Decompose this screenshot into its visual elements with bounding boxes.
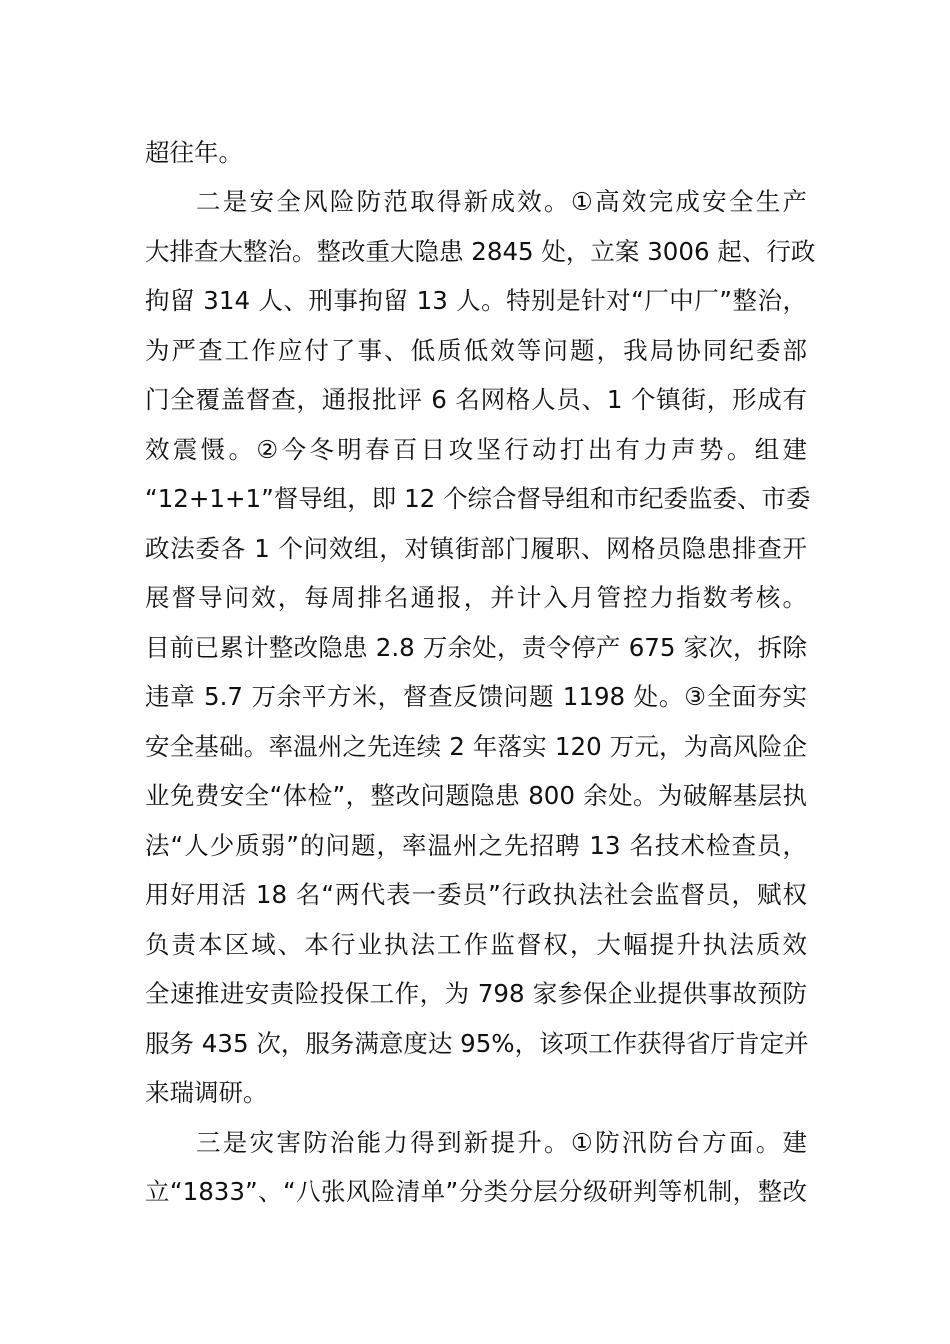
text-line: 法“人少质弱”的问题，率温州之先招聘 13 名技术检查员，: [145, 831, 807, 860]
text-line: 为严查工作应付了事、低质低效等问题，我局协同纪委部: [145, 336, 807, 365]
paragraph-last-line: 来瑞调研。: [145, 1078, 268, 1107]
text-line: 全速推进安责险投保工作，为 798 家参保企业提供事故预防: [145, 979, 807, 1008]
text-line: 拘留 314 人、刑事拘留 13 人。特别是针对“厂中厂”整治，: [145, 286, 807, 315]
paragraph-first-line: 二是安全风险防范取得新成效。①高效完成安全生产: [196, 187, 807, 216]
text-line: 立“1833”、“八张风险清单”分类分层分级研判等机制，整改: [145, 1177, 807, 1206]
text-line: 负责本区域、本行业执法工作监督权，大幅提升执法质效: [145, 930, 807, 959]
text-line: 业免费安全“体检”，整改问题隐患 800 余处。为破解基层执: [145, 781, 807, 810]
text-line: 门全覆盖督查，通报批评 6 名网格人员、1 个镇街，形成有: [145, 385, 807, 414]
text-line: 安全基础。率温州之先连续 2 年落实 120 万元，为高风险企: [145, 732, 807, 761]
text-line: 服务 435 次，服务满意度达 95%，该项工作获得省厅肯定并: [145, 1029, 809, 1058]
text-line: 超往年。: [145, 138, 243, 167]
text-line: “12+1+1”督导组，即 12 个综合督导组和市纪委监委、市委: [145, 484, 811, 513]
text-line: 效震慑。②今冬明春百日攻坚行动打出有力声势。组建: [145, 435, 807, 464]
paragraph-first-line: 三是灾害防治能力得到新提升。①防汛防台方面。建: [196, 1128, 807, 1157]
text-line: 违章 5.7 万余平方米，督查反馈问题 1198 处。③全面夯实: [145, 682, 807, 711]
text-line: 用好用活 18 名“两代表一委员”行政执法社会监督员，赋权: [145, 880, 807, 909]
text-line: 目前已累计整改隐患 2.8 万余处，责令停产 675 家次，拆除: [145, 633, 807, 662]
text-line: 政法委各 1 个问效组，对镇街部门履职、网格员隐患排查开: [145, 534, 807, 563]
text-line: 大排查大整治。整改重大隐患 2845 处，立案 3006 起、行政: [145, 237, 816, 266]
text-line: 展督导问效，每周排名通报，并计入月管控力指数考核。: [145, 583, 807, 612]
